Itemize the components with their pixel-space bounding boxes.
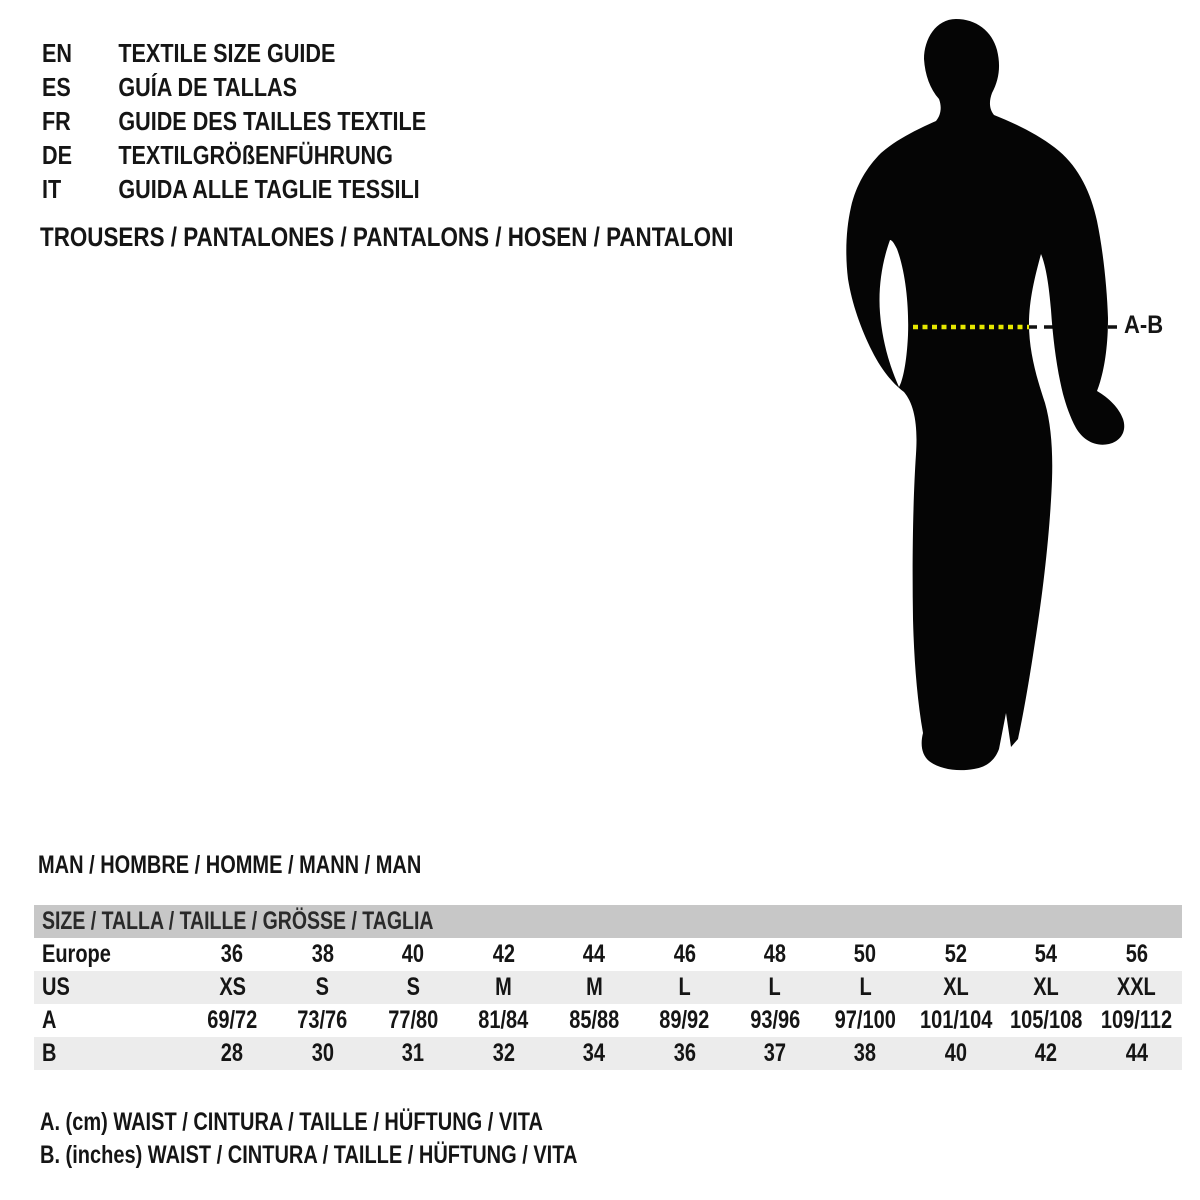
table-row-a-cm <box>34 1004 1182 1037</box>
language-code: DE <box>42 140 72 170</box>
table-cell: XL <box>943 973 969 1001</box>
table-cell: 56 <box>1125 940 1148 968</box>
category-title: TROUSERS / PANTALONES / PANTALONS / HOSEN / PANTALONI <box>40 222 734 252</box>
table-cell: S <box>315 973 330 1001</box>
table-cell: 81/84 <box>478 1006 529 1034</box>
language-row-it <box>42 172 426 206</box>
table-cell: 109/112 <box>1101 1006 1173 1034</box>
table-cell: 52 <box>944 940 967 968</box>
row-label: A <box>42 1006 57 1034</box>
table-cell: 36 <box>673 1039 696 1067</box>
table-cell: 93/96 <box>749 1006 800 1034</box>
table-cell: XS <box>218 973 246 1001</box>
table-cell: 85/88 <box>569 1006 620 1034</box>
table-cell: 77/80 <box>388 1006 439 1034</box>
table-cell: L <box>768 973 782 1001</box>
language-code: ES <box>42 72 71 102</box>
table-cell: 42 <box>492 940 515 968</box>
table-cell: L <box>678 973 691 1001</box>
size-table <box>34 905 1182 1070</box>
table-cell: 30 <box>311 1039 334 1067</box>
table-cell: 48 <box>763 940 787 968</box>
table-cell: 42 <box>1035 1039 1058 1067</box>
table-cell: 50 <box>854 940 877 968</box>
language-legend <box>42 36 426 206</box>
language-row-fr <box>42 104 426 138</box>
footnotes <box>40 1106 577 1172</box>
table-cell: 54 <box>1035 940 1058 968</box>
table-cell: 89/92 <box>659 1006 710 1034</box>
table-cell: 101/104 <box>919 1006 992 1034</box>
language-code: IT <box>42 174 62 204</box>
table-cell: 44 <box>582 940 606 968</box>
table-cell: 38 <box>311 940 334 968</box>
table-cell: 40 <box>944 1039 967 1067</box>
table-cell: 38 <box>854 1039 877 1067</box>
table-cell: 36 <box>221 940 244 968</box>
language-title: GUÍA DE TALLAS <box>118 72 297 102</box>
table-row-europe <box>34 938 1182 971</box>
language-row-es <box>42 70 426 104</box>
language-row-de <box>42 138 426 172</box>
table-cell: 31 <box>402 1039 425 1067</box>
table-cell: L <box>859 973 872 1001</box>
table-cell: 44 <box>1125 1039 1148 1067</box>
table-cell: 97/100 <box>834 1006 896 1034</box>
language-title: TEXTILE SIZE GUIDE <box>118 38 336 68</box>
language-title: TEXTILGRÖßENFÜHRUNG <box>118 140 393 170</box>
table-cell: 32 <box>492 1039 515 1067</box>
table-cell: 28 <box>221 1039 244 1067</box>
row-label: US <box>42 973 70 1001</box>
section-title-man: MAN / HOMBRE / HOMME / MANN / MAN <box>38 851 422 879</box>
man-silhouette <box>846 19 1124 770</box>
footnote-a: A. (cm) WAIST / CINTURA / TAILLE / HÜFTUNG / VITA <box>40 1108 543 1136</box>
table-cell: XXL <box>1117 973 1157 1001</box>
footnote-b: B. (inches) WAIST / CINTURA / TAILLE / HÜFTUNG / VITA <box>40 1141 578 1169</box>
measure-label: A-B <box>1124 311 1164 339</box>
table-cell: S <box>406 973 420 1001</box>
row-label: Europe <box>42 940 111 968</box>
language-code: FR <box>42 106 71 136</box>
size-table-header <box>34 905 1182 938</box>
table-row-us <box>34 971 1182 1004</box>
table-row-b-inches <box>34 1037 1182 1070</box>
size-table-header-label: SIZE / TALLA / TAILLE / GRÖSSE / TAGLIA <box>42 907 434 935</box>
table-cell: 69/72 <box>207 1006 258 1034</box>
man-silhouette-figure <box>830 10 1170 780</box>
table-cell: XL <box>1033 973 1060 1001</box>
table-cell: M <box>585 973 603 1001</box>
table-cell: 34 <box>582 1039 606 1067</box>
table-cell: 37 <box>763 1039 787 1067</box>
table-cell: 105/108 <box>1010 1006 1083 1034</box>
table-cell: 46 <box>673 940 696 968</box>
row-label: B <box>42 1039 57 1067</box>
table-cell: 40 <box>402 940 425 968</box>
language-code: EN <box>42 38 72 68</box>
language-title: GUIDA ALLE TAGLIE TESSILI <box>118 174 420 204</box>
language-title: GUIDE DES TAILLES TEXTILE <box>118 106 427 136</box>
language-row-en <box>42 36 426 70</box>
table-cell: M <box>495 973 512 1001</box>
table-cell: 73/76 <box>297 1006 348 1034</box>
